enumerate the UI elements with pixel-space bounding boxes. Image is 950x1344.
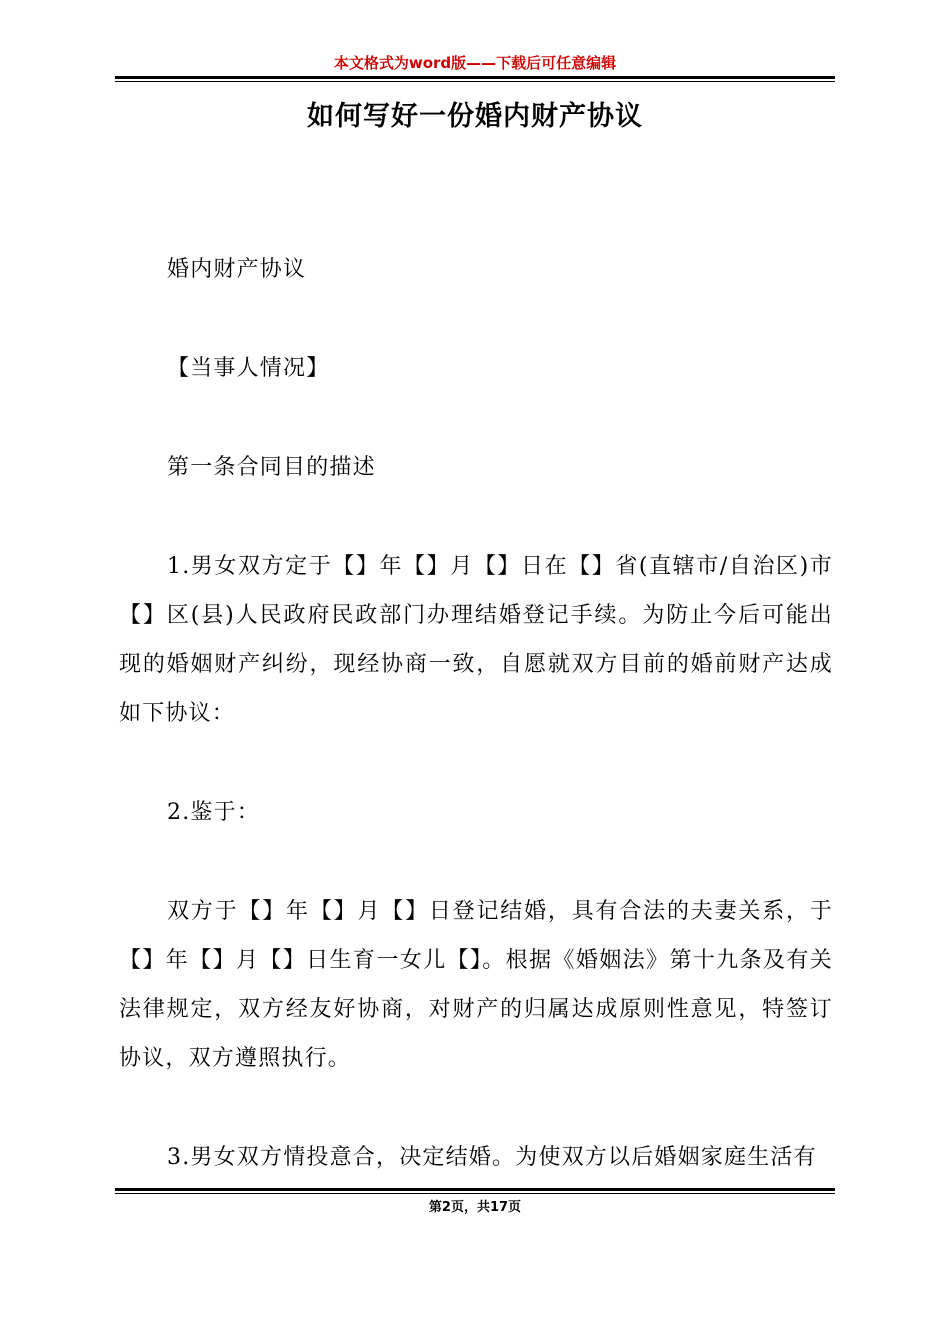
header-divider-thick bbox=[115, 76, 835, 79]
paragraph-clause-2: 2.鉴于： bbox=[167, 800, 260, 825]
footer-divider-thick bbox=[115, 1188, 835, 1191]
page-number: 第2页，共17页 bbox=[428, 1200, 522, 1215]
paragraph-whereas: 双方于【】年【】月【】日登记结婚，具有合法的夫妻关系，于【】年【】月【】日生育一女儿【】。根据《婚姻法》第十九条及有关法律规定，双方经友好协商，对财产的归属达成原则性意见，特签订协议，双方遵照执行。 bbox=[119, 899, 833, 1071]
footer-divider-thin bbox=[115, 1193, 835, 1194]
paragraph-parties-heading: 【当事人情况】 bbox=[167, 356, 330, 381]
paragraph-clause-3: 3.男女双方情投意合，决定结婚。为使双方以后婚姻家庭生活有 bbox=[167, 1145, 817, 1170]
paragraph-agreement-name: 婚内财产协议 bbox=[167, 257, 307, 282]
document-header-note: 本文格式为word版——下载后可任意编辑 bbox=[333, 54, 617, 72]
document-title: 如何写好一份婚内财产协议 bbox=[307, 101, 643, 132]
header-divider-thin bbox=[115, 81, 835, 82]
paragraph-clause-1: 1.男女双方定于【】年【】月【】日在【】省(直辖市/自治区)市【】区(县)人民政府民政部门办理结婚登记手续。为防止今后可能出现的婚姻财产纠纷，现经协商一致，自愿就双方目前的婚前财产达成如下协议： bbox=[119, 554, 833, 726]
paragraph-article-one-heading: 第一条合同目的描述 bbox=[167, 455, 376, 480]
document-body bbox=[119, 245, 833, 1232]
